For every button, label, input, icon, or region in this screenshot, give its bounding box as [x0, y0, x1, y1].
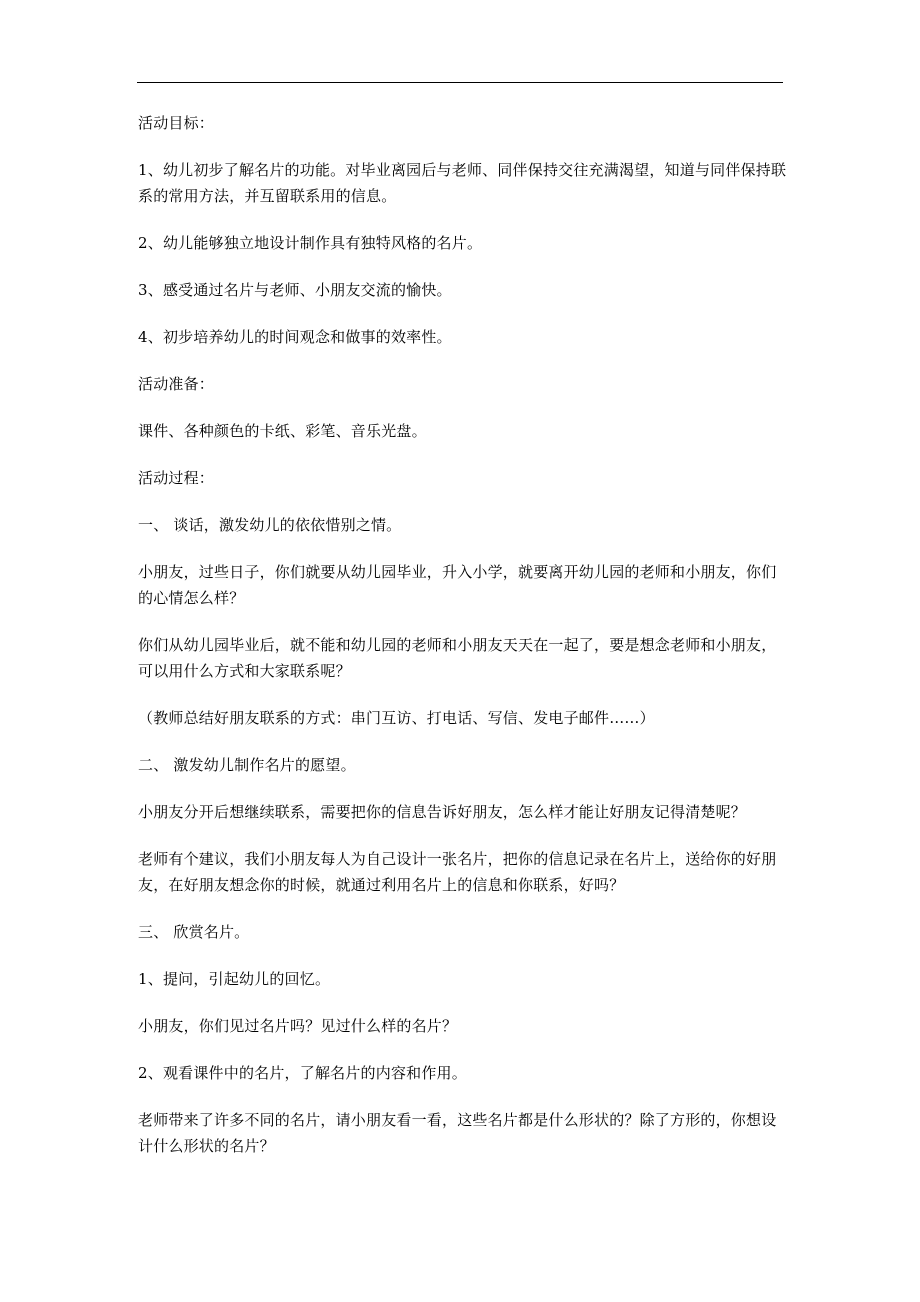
section-heading-goals: 活动目标：	[138, 114, 215, 132]
goal-item-3: 3、感受通过名片与老师、小朋友交流的愉快。	[138, 281, 452, 299]
process-step-1-heading: 一、 谈话，激发幼儿的依依惜别之情。	[138, 516, 402, 534]
process-step-3-sub-1: 1、提问，引起幼儿的回忆。	[138, 970, 331, 988]
process-step-2-text-b: 老师有个建议，我们小朋友每人为自己设计一张名片，把你的信息记录在名片上，送给你的好朋友，在好朋友想念你的时候，就通过利用名片上的信息和你联系，好吗？	[138, 850, 777, 894]
process-step-3-sub-1-text: 小朋友，你们见过名片吗？见过什么样的名片？	[138, 1017, 458, 1035]
process-step-3-sub-2: 2、观看课件中的名片，了解名片的内容和作用。	[138, 1064, 467, 1082]
process-step-1-text-b: 你们从幼儿园毕业后，就不能和幼儿园的老师和小朋友天天在一起了，要是想念老师和小朋友，可以用什么方式和大家联系呢？	[138, 636, 777, 680]
goal-item-4: 4、初步培养幼儿的时间观念和做事的效率性。	[138, 328, 452, 346]
process-step-3-sub-2-text: 老师带来了许多不同的名片，请小朋友看一看，这些名片都是什么形状的？除了方形的，你想设计什么形状的名片？	[138, 1111, 777, 1155]
process-step-1-note: （教师总结好朋友联系的方式：串门互访、打电话、写信、发电子邮件……）	[138, 709, 655, 727]
process-step-3-heading: 三、 欣赏名片。	[138, 923, 250, 941]
document-body	[138, 110, 788, 1180]
goal-item-2: 2、幼儿能够独立地设计制作具有独特风格的名片。	[138, 234, 483, 252]
section-heading-preparation: 活动准备：	[138, 375, 215, 393]
process-step-2-heading: 二、 激发幼儿制作名片的愿望。	[138, 756, 356, 774]
goal-item-1: 1、幼儿初步了解名片的功能。对毕业离园后与老师、同伴保持交往充满渴望，知道与同伴保持联系的常用方法，并互留联系用的信息。	[138, 161, 787, 205]
header-rule	[137, 82, 783, 83]
process-step-1-text-a: 小朋友，过些日子，你们就要从幼儿园毕业，升入小学，就要离开幼儿园的老师和小朋友，你们的心情怎么样？	[138, 563, 777, 607]
section-heading-process: 活动过程：	[138, 469, 215, 487]
process-step-2-text-a: 小朋友分开后想继续联系，需要把你的信息告诉好朋友，怎么样才能让好朋友记得清楚呢？	[138, 803, 747, 821]
preparation-text: 课件、各种颜色的卡纸、彩笔、音乐光盘。	[138, 422, 427, 440]
